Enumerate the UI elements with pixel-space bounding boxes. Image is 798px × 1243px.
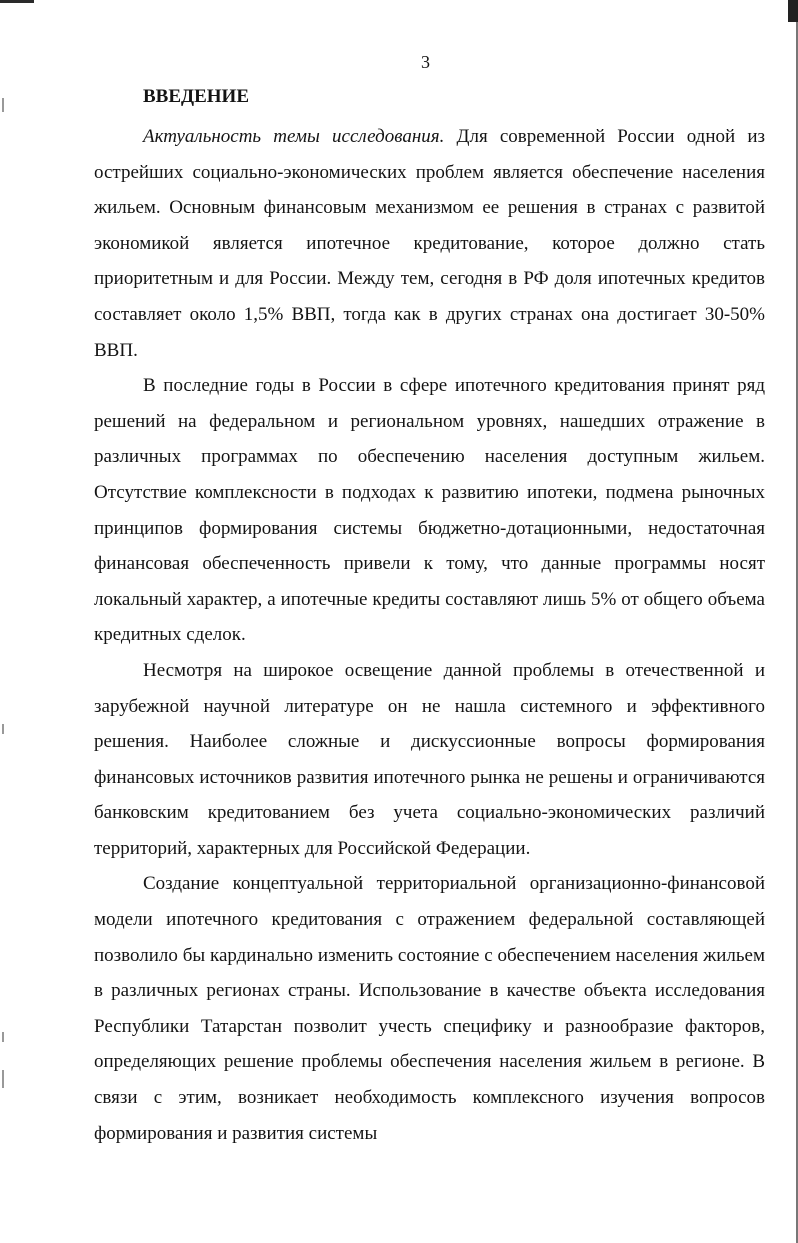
paragraph-literature (94, 653, 765, 867)
document-body (94, 119, 765, 1151)
relevance-term: Актуальность темы исследования. (143, 126, 445, 147)
scan-margin-mark (2, 1032, 4, 1042)
paragraph-text: В последние годы в России в сфере ипотечного кредитования принят ряд решений на федеральном и региональном уровнях, нашедших отражение в различных программах по обеспечению населения доступным жильем. Отсутствие комплексности в подходах к развитию ипотеки, подмена рыночных принципов формирования системы бюджетно-дотационными, недостаточная финансовая обеспеченность привели к тому, что данные программы носят локальный характер, а ипотечные кредиты составляют лишь 5% от общего объема кредитных сделок. (94, 375, 765, 646)
paragraph-recent-decisions (94, 368, 765, 653)
paragraph-text: Несмотря на широкое освещение данной проблемы в отечественной и зарубежной научной литературе он не нашла системного и эффективного решения. Наиболее сложные и дискуссионные вопросы формирования финансовых источников развития ипотечного рынка не решены и ограничиваются банковским кредитованием без учета социально-экономических различий территорий, характерных для Российской Федерации. (94, 659, 765, 859)
paragraph-model (94, 866, 765, 1151)
section-heading: ВВЕДЕНИЕ (143, 86, 249, 107)
paragraph-relevance (94, 119, 765, 368)
scan-margin-mark (2, 724, 4, 734)
paragraph-text: Для современной России одной из острейших социально-экономических проблем является обеспечение населения жильем. Основным финансовым механизмом ее решения в странах с развитой экономикой является ипотечное кредитование, которое должно стать приоритетным и для России. Между тем, сегодня в РФ доля ипотечных кредитов составляет около 1,5% ВВП, тогда как в других странах она достигает 30-50% ВВП. (94, 126, 765, 361)
page-number: 3 (421, 52, 430, 72)
scan-margin-mark (2, 1070, 4, 1088)
paragraph-text: Создание концептуальной территориальной организационно-финансовой модели ипотечного кредитования с отражением федеральной составляющей позволило бы кардинально изменить состояние с обеспечением населения жильем в различных регионах страны. Использование в качестве объекта исследования Республики Татарстан позволит учесть специфику и разнообразие факторов, определяющих решение проблемы обеспечения населения жильем в регионе. В связи с этим, возникает необходимость комплексного изучения вопросов формирования и развития системы (94, 873, 765, 1144)
scan-edge-top-left (0, 0, 34, 3)
scan-edge-top-right (788, 0, 798, 22)
scan-margin-mark (2, 98, 4, 112)
